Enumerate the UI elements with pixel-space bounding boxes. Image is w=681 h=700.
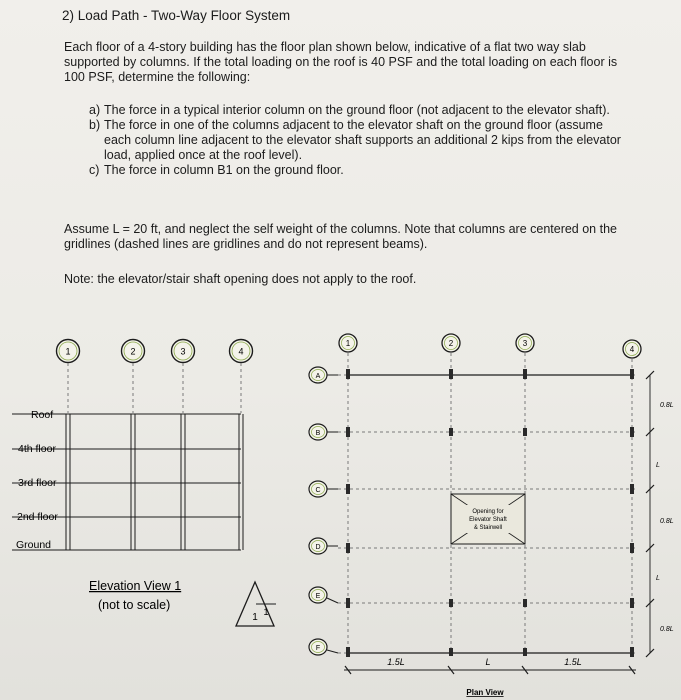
question-item-a <box>89 103 629 118</box>
elevation-subcaption: (not to scale) <box>98 598 171 612</box>
bubble-label: C <box>315 487 321 494</box>
bubble-label: 3 <box>522 339 528 348</box>
dimension-label: L <box>656 462 660 469</box>
elevation-column-bubble-3 <box>172 340 195 363</box>
bubble-label: D <box>315 544 321 551</box>
plan-row-bubble-d <box>309 538 338 554</box>
plan-column-bubble-1 <box>339 334 357 352</box>
elevation-columns <box>66 414 243 550</box>
bubble-label: E <box>315 593 321 600</box>
dimension-label: L <box>656 575 660 582</box>
elevation-column-bubble-1 <box>57 340 80 363</box>
plan-caption: Plan View <box>466 688 504 697</box>
question-text: The force in column B1 on the ground floor. <box>104 163 344 177</box>
level-label-2nd: 2nd floor <box>17 511 58 523</box>
dimension-label: 0.8L <box>660 402 674 409</box>
bubble-label: 1 <box>65 346 71 357</box>
plan-row-bubble-c <box>309 481 338 497</box>
bubble-label: F <box>315 645 321 652</box>
dimension-label: L <box>485 657 491 667</box>
question-item-b <box>89 118 629 163</box>
question-list <box>89 103 629 178</box>
dimension-label: 1.5L <box>564 657 582 667</box>
dimension-label: 1.5L <box>387 657 405 667</box>
question-text: The force in one of the columns adjacent to the elevator shaft on the ground floor (assume each column line adjacent to the elevator shaft supports an additional 2 kips from the elevator load, applied once at the roof level). <box>104 118 621 162</box>
level-label-ground: Ground <box>16 539 52 551</box>
elevation-view-diagram <box>0 328 285 628</box>
plan-column-bubble-4 <box>623 340 641 358</box>
question-item-c <box>89 163 629 178</box>
problem-intro: Each floor of a 4-story building has the floor plan shown below, indicative of a flat two way slab supported by columns. If the total loading on the roof is 40 PSF and the total loading on each floor is 100 PSF, determine the following: <box>64 40 618 84</box>
bubble-label: 2 <box>448 339 454 348</box>
elevation-gridlines <box>68 363 241 413</box>
assumptions-paragraph: Assume L = 20 ft, and neglect the self weight of the columns. Note that columns are centered on the gridlines (dashed lines are gridlines and do not represent beams). <box>64 222 617 251</box>
bubble-label: 4 <box>238 346 244 357</box>
dimension-label: 0.8L <box>660 518 674 525</box>
opening-label-line1: Opening for <box>472 509 504 515</box>
plan-column-bubble-3 <box>516 334 534 352</box>
plan-row-bubble-a <box>309 367 338 383</box>
plan-row-bubble-f <box>309 639 338 655</box>
plan-view-diagram <box>288 328 681 700</box>
bubble-label: 3 <box>180 346 186 357</box>
elevator-shaft-opening <box>451 494 525 544</box>
bubble-label: 2 <box>130 346 136 357</box>
opening-label-line3: & Stairwell <box>473 525 503 531</box>
roof-note: Note: the elevator/stair shaft opening does not apply to the roof. <box>64 272 417 286</box>
elevation-caption: Elevation View 1 <box>89 579 182 593</box>
plan-row-bubble-e <box>309 587 338 603</box>
section-marker <box>236 582 276 626</box>
question-text: The force in a typical interior column on the ground floor (not adjacent to the elevator shaft). <box>104 103 610 117</box>
question-label: b) <box>89 118 101 132</box>
dimension-label: 0.8L <box>660 626 674 633</box>
bubble-label: A <box>315 373 321 380</box>
plan-column-bubble-2 <box>442 334 460 352</box>
elevation-column-bubble-4 <box>230 340 253 363</box>
level-label-4th: 4th floor <box>18 443 56 455</box>
bubble-label: B <box>315 430 321 437</box>
bubble-label: 1 <box>345 339 351 348</box>
problem-heading: 2) Load Path - Two-Way Floor System <box>62 8 291 23</box>
bubble-label: 4 <box>629 345 635 354</box>
section-marker-label: 1 <box>252 612 258 623</box>
opening-label-line2: Elevator Shaft <box>469 517 507 523</box>
plan-side-dimensions <box>646 371 674 657</box>
section-marker-sub: 1 <box>263 607 269 617</box>
elevation-column-bubble-2 <box>122 340 145 363</box>
level-label-3rd: 3rd floor <box>18 477 57 489</box>
question-label: a) <box>89 103 101 117</box>
plan-row-bubble-b <box>309 424 338 440</box>
question-label: c) <box>89 163 100 177</box>
plan-bottom-dimensions <box>344 657 636 674</box>
level-label-roof: Roof <box>31 409 54 421</box>
